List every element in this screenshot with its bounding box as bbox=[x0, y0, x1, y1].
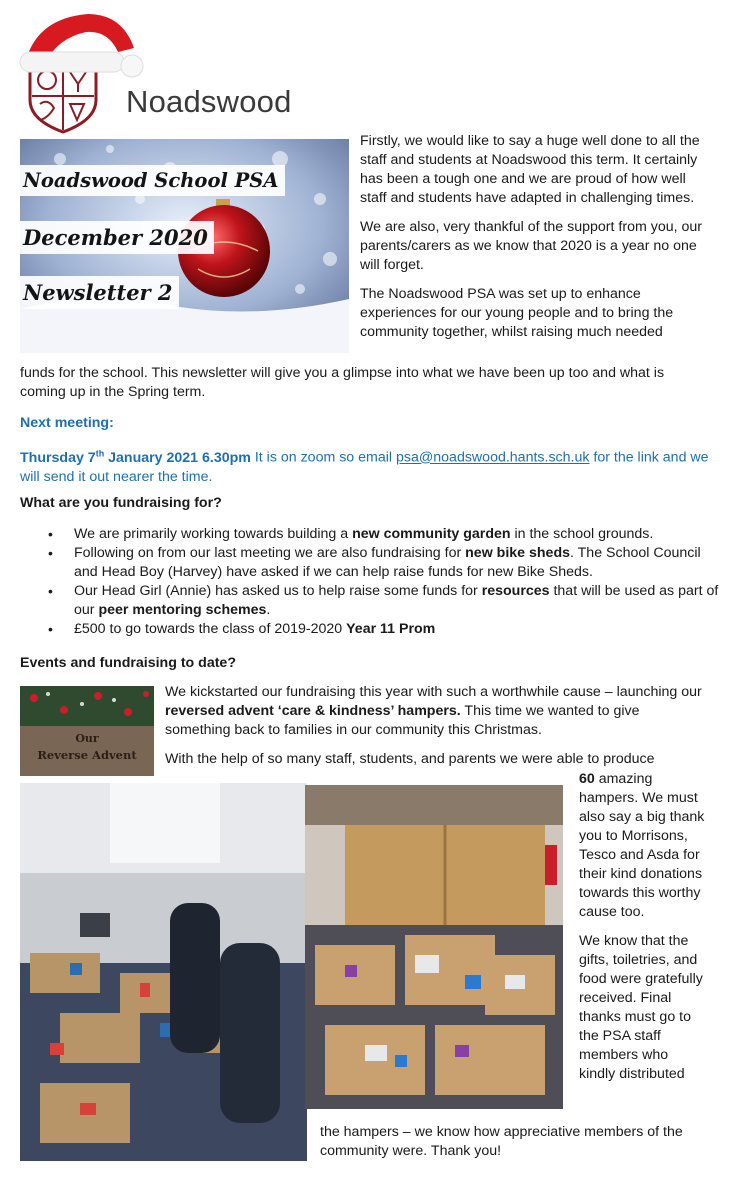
reverse-advent-image bbox=[20, 686, 154, 776]
item-highlight: resources bbox=[481, 583, 550, 599]
item-highlight: new community garden bbox=[352, 526, 511, 542]
events-paragraph-2: With the help of so many staff, students, and parents we were able to produce bbox=[165, 751, 655, 767]
school-logo bbox=[18, 8, 292, 134]
psa-email-link[interactable]: psa@noadswood.hants.sch.uk bbox=[396, 449, 590, 466]
intro-paragraph-3: The Noadswood PSA was set up to enhance experiences for our young people and to bring the community together, whilst raising much needed bbox=[360, 286, 674, 340]
wreath-illustration bbox=[20, 686, 154, 776]
school-name: Noadswood bbox=[126, 84, 292, 119]
meeting-date bbox=[20, 450, 251, 466]
item-text: £500 to go towards the class of 2019-2020 bbox=[74, 621, 347, 637]
hampers-office-illustration bbox=[305, 785, 563, 1109]
events-text-part: This time we wanted to give something back to families in our community this Christmas. bbox=[165, 703, 640, 738]
advent-sign-line-1: Our bbox=[75, 732, 99, 745]
fundraising-list bbox=[20, 525, 720, 639]
events-highlight: reversed advent ‘care & kindness’ hampers. bbox=[165, 703, 461, 719]
side-text-part: amazing hampers. We must also say a big thank you to Morrisons, Tesco and Asda for their kind donations towards this worthy cause too. bbox=[579, 771, 705, 920]
events-heading: Events and fundraising to date? bbox=[20, 655, 236, 671]
item-text: . bbox=[266, 602, 271, 618]
side-column-text bbox=[579, 770, 705, 1094]
next-meeting-details bbox=[20, 444, 720, 487]
meeting-date-day: Thursday 7 bbox=[20, 449, 96, 466]
closing-text: the hampers – we know how appreciative members of the community were. Thank you! bbox=[320, 1124, 683, 1159]
side-paragraph-2: We know that the gifts, toiletries, and food were gratefully received. Final thanks must go to the PSA staff members who kindly distributed bbox=[579, 933, 703, 1082]
banner-issue: Newsletter 2 bbox=[20, 276, 179, 309]
side-paragraph-1 bbox=[579, 770, 705, 922]
banner-title: Noadswood School PSA bbox=[20, 165, 285, 196]
hampers-photo-classroom bbox=[20, 783, 307, 1161]
intro-paragraph-2: We are also, very thankful of the support from you, our parents/carers as we know that 2020 is a year no one will forget. bbox=[360, 219, 702, 273]
list-item bbox=[20, 525, 720, 544]
meeting-text: It is on zoom so email bbox=[250, 449, 396, 466]
item-text: in the school grounds. bbox=[510, 526, 654, 542]
advent-sign-line-2: Reverse Advent bbox=[37, 748, 137, 762]
events-paragraph-1 bbox=[165, 683, 705, 740]
meeting-date-time: January 2021 6.30pm bbox=[104, 449, 251, 466]
meeting-text-end: for the link and we will send it out nearer the time. bbox=[20, 449, 709, 485]
intro-paragraph-3-continued: funds for the school. This newsletter will give you a glimpse into what we have been up too and what is coming up in the Spring term. bbox=[20, 365, 665, 400]
intro-column bbox=[360, 132, 705, 352]
item-text: Following on from our last meeting we are also fundraising for bbox=[74, 545, 466, 561]
fundraising-heading: What are you fundraising for? bbox=[20, 495, 222, 511]
item-text: We are primarily working towards building a bbox=[74, 526, 353, 542]
item-highlight: Year 11 Prom bbox=[346, 621, 436, 637]
item-text: that will be used as part of our bbox=[74, 583, 719, 618]
next-meeting-heading: Next meeting: bbox=[20, 415, 114, 431]
list-item bbox=[20, 620, 720, 639]
santa-hat-icon bbox=[18, 8, 148, 88]
banner-date: December 2020 bbox=[20, 221, 214, 254]
item-text: . The School Council and Head Boy (Harvey) have asked if we can help raise funds for new Bike Sheds. bbox=[74, 545, 701, 580]
intro-paragraph-1: Firstly, we would like to say a huge well done to all the staff and students at Noadswood this term. It certainly has been a tough one and we are proud of how well staff and students have adapted in challenging times. bbox=[360, 133, 700, 206]
item-highlight: peer mentoring schemes bbox=[98, 602, 267, 618]
events-text bbox=[165, 683, 705, 779]
list-item bbox=[20, 544, 720, 582]
item-highlight: new bike sheds bbox=[465, 545, 571, 561]
hamper-count: 60 bbox=[579, 771, 595, 787]
list-item bbox=[20, 582, 720, 620]
hampers-classroom-illustration bbox=[20, 783, 307, 1161]
newsletter-banner bbox=[20, 139, 349, 353]
hampers-photo-office bbox=[305, 785, 563, 1109]
meeting-date-suffix: th bbox=[95, 448, 105, 458]
item-text: Our Head Girl (Annie) has asked us to help raise some funds for bbox=[74, 583, 482, 599]
events-text-part: We kickstarted our fundraising this year with such a worthwhile cause – launching our bbox=[165, 684, 702, 700]
